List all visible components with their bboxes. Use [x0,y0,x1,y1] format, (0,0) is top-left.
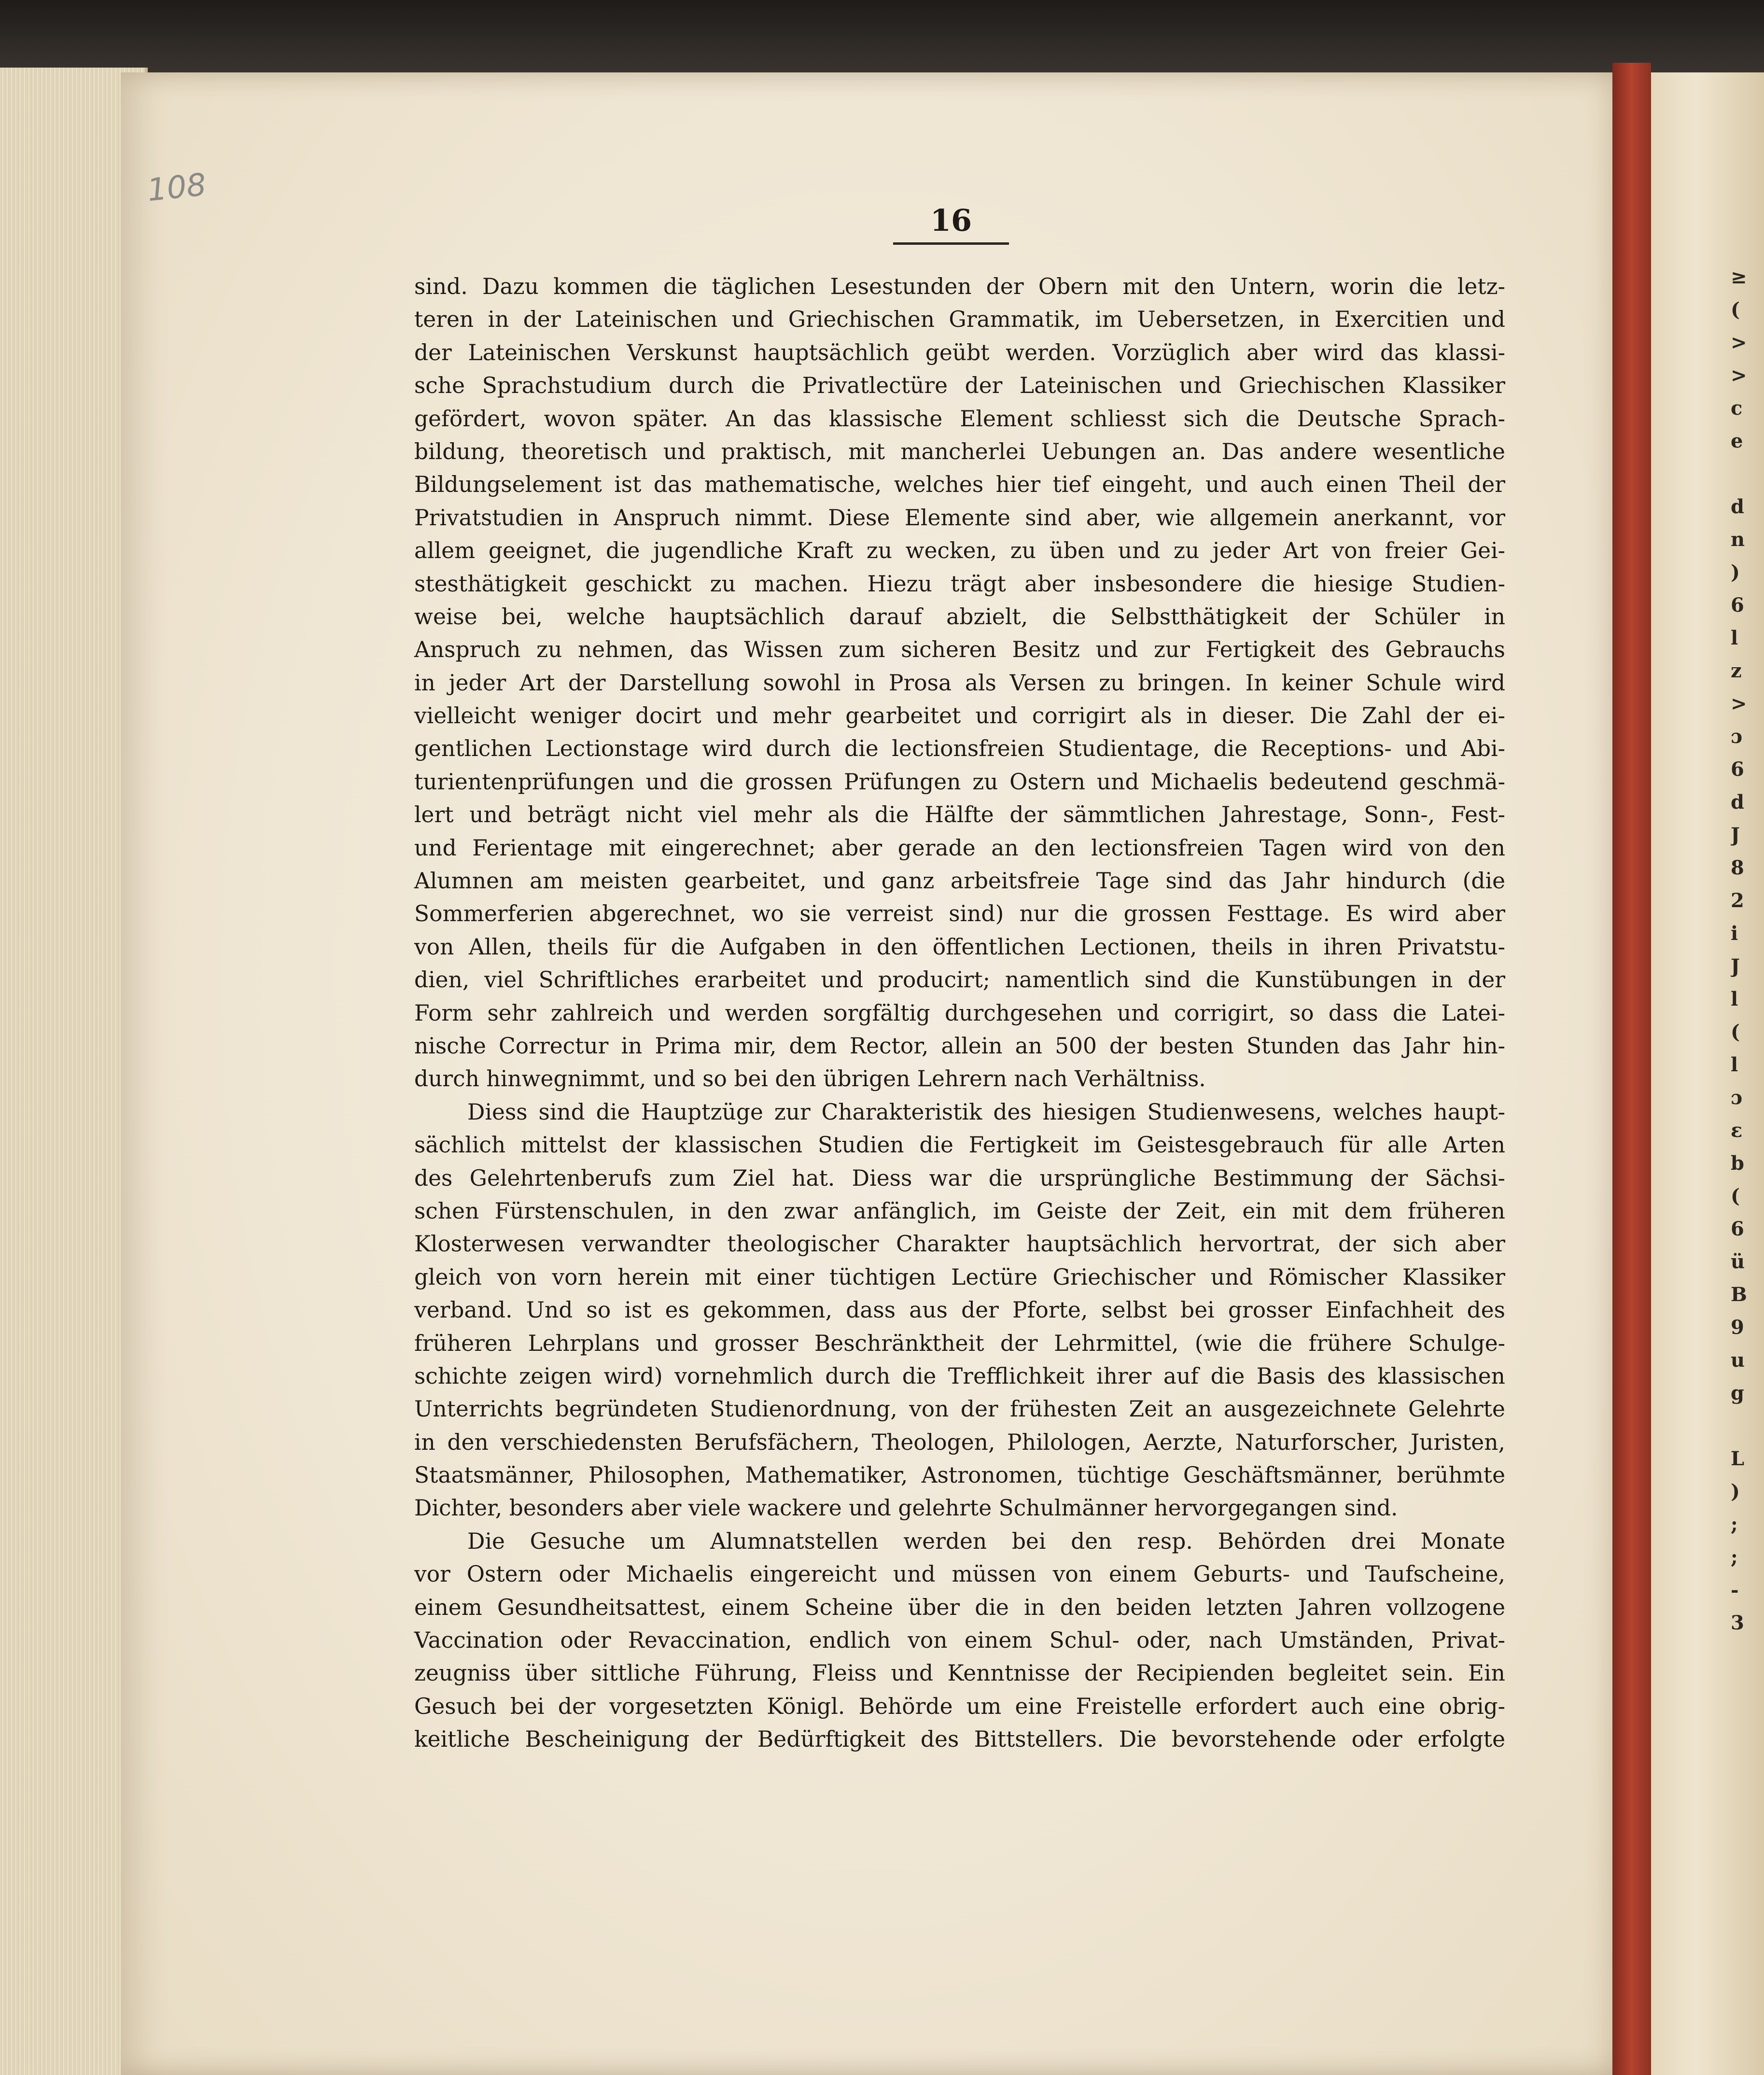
text-line: bildung, theoretisch und praktisch, mit mancherlei Uebungen an. Das andere wesentliche [414,438,1505,464]
text-line: lert und beträgt nicht viel mehr als die Hälfte der sämmtlichen Jahrestage, Sonn-, Fest- [414,802,1505,828]
text-line: sind. Dazu kommen die täglichen Lesestunden der Obern mit den Untern, worin die letz- [414,274,1505,299]
text-line: gefördert, wovon später. An das klassische Element schliesst sich die Deutsche Sprach- [414,406,1505,432]
text-line: Vaccination oder Revaccination, endlich von einem Schul- oder, nach Umständen, Privat- [414,1627,1505,1654]
page-number: 16 [930,203,972,238]
text-line: Klosterwesen verwandter theologischer Charakter hauptsächlich hervortrat, der sich aber [414,1231,1505,1257]
text-line: einem Gesundheitsattest, einem Scheine über die in den beiden letzten Jahren vollzogene [414,1594,1505,1620]
text-line: verband. Und so ist es gekommen, dass aus der Pforte, selbst bei grosser Einfachheit des [414,1297,1505,1323]
page-number-rule [893,242,1009,245]
text-line: in den verschiedensten Berufsfächern, Theologen, Philologen, Aerzte, Naturforscher, Juristen, [414,1429,1505,1455]
text-line: Unterrichts begründeten Studienordnung, von der frühesten Zeit an ausgezeichnete Gelehrte [414,1396,1505,1422]
text-line: der Lateinischen Verskunst hauptsächlich geübt werden. Vorzüglich aber wird das klassi- [414,339,1505,365]
text-line: vor Ostern oder Michaelis eingereicht und müssen von einem Geburts- und Taufscheine, [414,1561,1505,1587]
text-line: vielleicht weniger docirt und mehr gearbeitet und corrigirt als in dieser. Die Zahl der ei- [414,703,1505,729]
text-line: Diess sind die Hauptzüge zur Charakteristik des hiesigen Studienwesens, welches haupt- [467,1099,1505,1125]
text-line: Privatstudien in Anspruch nimmt. Diese Elemente sind aber, wie allgemein anerkannt, vor [414,505,1505,531]
text-line: Form sehr zahlreich und werden sorgfältig durchgesehen und corrigirt, so dass die Latei- [414,1000,1505,1026]
text-line: zeugniss über sittliche Führung, Fleiss und Kenntnisse der Recipienden begleitet sein. Ein [414,1660,1505,1686]
text-line: allem geeignet, die jugendliche Kraft zu wecken, zu üben und zu jeder Art von freier Gei- [414,538,1505,564]
text-line: Die Gesuche um Alumnatstellen werden bei den resp. Behörden drei Monate [467,1528,1505,1554]
text-line: weise bei, welche hauptsächlich darauf abzielt, die Selbstthätigkeit der Schüler in [414,603,1505,630]
text-line: Bildungselement ist das mathematische, welches hier tief eingeht, und auch einen Theil der [414,472,1505,498]
text-line: Sommerferien abgerechnet, wo sie verreist sind) nur die grossen Festtage. Es wird aber [414,901,1505,927]
text-line: schen Fürstenschulen, in den zwar anfänglich, im Geiste der Zeit, ein mit dem früheren [414,1198,1505,1224]
text-line: schichte zeigen wird) vornehmlich durch die Trefflichkeit ihrer auf die Basis des klassischen [414,1363,1505,1389]
text-line: stesthätigkeit geschickt zu machen. Hiezu trägt aber insbesondere die hiesige Studien- [414,571,1505,597]
text-line: sche Sprachstudium durch die Privatlectüre der Lateinischen und Griechischen Klassiker [414,373,1505,399]
text-line: durch hinwegnimmt, und so bei den übrigen Lehrern nach Verhältniss. [414,1066,1206,1092]
text-line: dien, viel Schriftliches erarbeitet und producirt; namentlich sind die Kunstübungen in der [414,967,1505,993]
text-line: Anspruch zu nehmen, das Wissen zum sicheren Besitz und zur Fertigkeit des Gebrauchs [414,637,1505,663]
text-line: keitliche Bescheinigung der Bedürftigkeit des Bittstellers. Die bevorstehende oder erfolgte [414,1726,1505,1753]
book-cover-edge [1612,63,1651,2075]
text-line: nische Correctur in Prima mir, dem Rector, allein an 500 der besten Stunden das Jahr hin- [414,1033,1505,1059]
text-line: Dichter, besonders aber viele wackere und gelehrte Schulmänner hervorgegangen sind. [414,1495,1398,1521]
background-strip [0,0,1764,77]
text-line: früheren Lehrplans und grosser Beschränktheit der Lehrmittel, (wie die frühere Schulge- [414,1330,1505,1356]
text-line: Gesuch bei der vorgesetzten Königl. Behörde um eine Freistelle erfordert auch eine obrig- [414,1693,1505,1719]
text-line: gentlichen Lectionstage wird durch die lectionsfreien Studientage, die Receptions- und Abi- [414,736,1505,762]
text-line: turientenprüfungen und die grossen Prüfungen zu Ostern und Michaelis bedeutend geschmä- [414,769,1505,795]
text-line: von Allen, theils für die Aufgaben in den öffentlichen Lectionen, theils in ihren Privatstu- [414,934,1505,960]
text-line: und Ferientage mit eingerechnet; aber gerade an den lectionsfreien Tagen wird von den [414,835,1505,861]
facing-page-text: ≥ ( > > c e d n ) 6 l z > ɔ 6 d J 8 2 i J l ( l ɔ ɛ b ( 6 ü B 9 u g L ) ; ; - 3 [1731,266,1747,1634]
text-line: in jeder Art der Darstellung sowohl in Prosa als Versen zu bringen. In keiner Schule wird [414,670,1505,696]
text-line: teren in der Lateinischen und Griechischen Grammatik, im Uebersetzen, in Exercitien und [414,307,1505,333]
body-text [414,270,1505,1756]
text-line: Staatsmänner, Philosophen, Mathematiker, Astronomen, tüchtige Geschäftsmänner, berühmte [414,1462,1505,1488]
text-line: des Gelehrtenberufs zum Ziel hat. Diess war die ursprüngliche Bestimmung der Sächsi- [414,1165,1505,1191]
text-line: gleich von vorn herein mit einer tüchtigen Lectüre Griechischer und Römischer Klassiker [414,1264,1505,1290]
text-line: Alumnen am meisten gearbeitet, und ganz arbeitsfreie Tage sind das Jahr hindurch (die [414,868,1505,894]
text-line: sächlich mittelst der klassischen Studien die Fertigkeit im Geistesgebrauch für alle Arten [414,1132,1505,1158]
pencil-annotation: 108 [145,167,208,209]
